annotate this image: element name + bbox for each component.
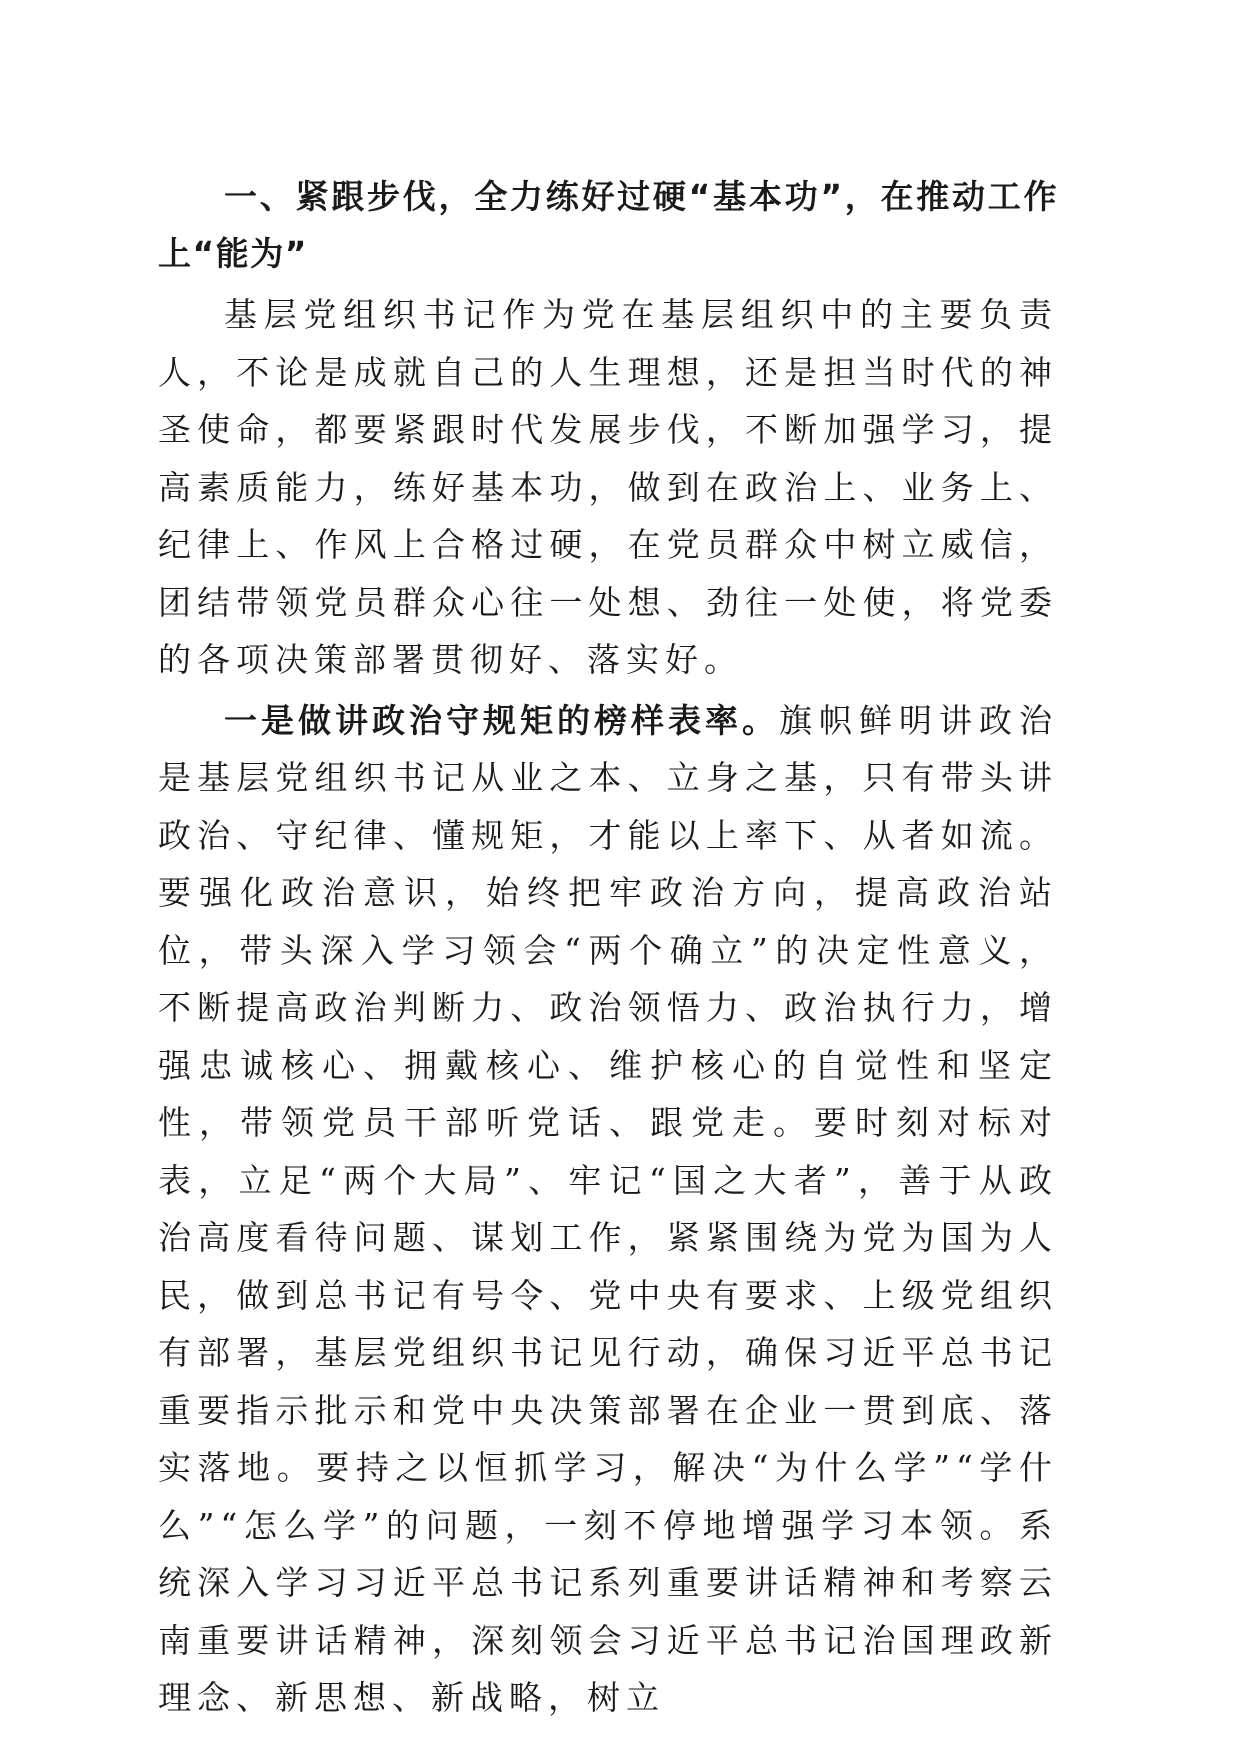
intro-paragraph: 基层党组织书记作为党在基层组织中的主要负责人，不论是成就自己的人生理想，还是担当时代的神圣使命，都要紧跟时代发展步伐，不断加强学习，提高素质能力，练好基本功，做到在政治上、业务上、纪律上、作风上合格过硬，在党员群众中树立威信，团结带领党员群众心往一处想、劲往一处使，将党委的各项决策部署贯彻好、落实好。 xyxy=(158,295,1058,679)
document-page xyxy=(158,168,1058,1730)
point-one-lead: 一是做讲政治守规矩的榜样表率。 xyxy=(224,700,779,740)
section-heading: 一、紧跟步伐，全力练好过硬“基本功”，在推动工作上“能为” xyxy=(158,177,1058,273)
point-one-paragraph xyxy=(158,692,1058,1727)
point-one-body: 旗帜鲜明讲政治是基层党组织书记从业之本、立身之基，只有带头讲政治、守纪律、懂规矩，才能以上率下、从者如流。要强化政治意识，始终把牢政治方向，提高政治站位，带头深入学习领会“两个确立”的决定性意义，不断提高政治判断力、政治领悟力、政治执行力，增强忠诚核心、拥戴核心、维护核心的自觉性和坚定性，带领党员干部听党话、跟党走。要时刻对标对表，立足“两个大局”、牢记“国之大者”，善于从政治高度看待问题、谋划工作，紧紧围绕为党为国为人民，做到总书记有号令、党中央有要求、上级党组织有部署，基层党组织书记见行动，确保习近平总书记重要指示批示和党中央决策部署在企业一贯到底、落实落地。要持之以恒抓学习，解决“为什么学”“学什么”“怎么学”的问题，一刻不停地增强学习本领。系统深入学习习近平总书记系列重要讲话精神和考察云南重要讲话精神，深刻领会习近平总书记治国理政新理念、新思想、新战略，树立 xyxy=(158,700,1058,1717)
